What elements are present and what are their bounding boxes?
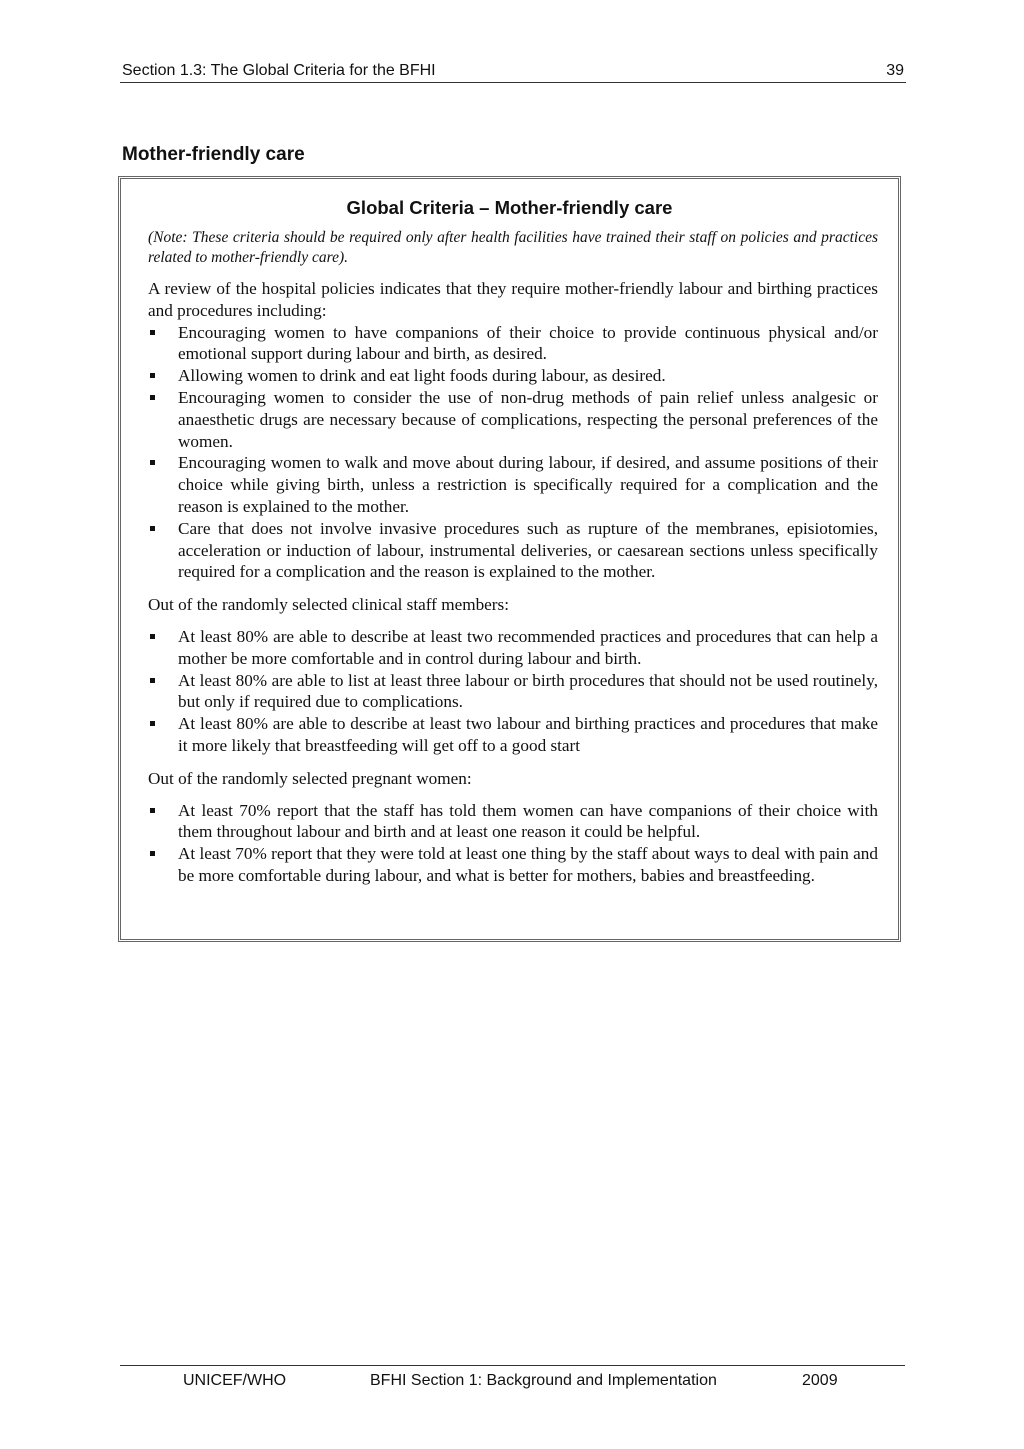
policy-intro: A review of the hospital policies indicates that they require mother-friendly labour and birthing practices and procedures including: bbox=[148, 279, 878, 320]
page-footer bbox=[120, 1365, 905, 1389]
bullet-icon bbox=[150, 721, 155, 726]
footer-doc-title: BFHI Section 1: Background and Implementation bbox=[370, 1372, 717, 1389]
box-body bbox=[148, 228, 878, 887]
women-intro: Out of the randomly selected pregnant women: bbox=[148, 768, 472, 788]
bullet-icon bbox=[150, 851, 155, 856]
box-title: Global Criteria – Mother-friendly care bbox=[346, 197, 673, 218]
list-item: At least 80% are able to describe at least two labour and birthing practices and procedures that make it more likely that breastfeeding will get off to a good start bbox=[148, 713, 878, 757]
list-item: Encouraging women to have companions of their choice to provide continuous physical and/or emotional support during labour and birth, as desired. bbox=[148, 322, 878, 366]
page-number: 39 bbox=[886, 62, 904, 79]
staff-list bbox=[148, 626, 878, 757]
bullet-icon bbox=[150, 634, 155, 639]
bullet-icon bbox=[150, 678, 155, 683]
list-item: At least 80% are able to describe at least two recommended practices and procedures that can help a mother be more comfortable and in control during labour and birth. bbox=[148, 626, 878, 670]
list-item: At least 70% report that they were told at least one thing by the staff about ways to deal with pain and be more comfortable during labour, and what is better for mothers, babies and breastfeeding. bbox=[148, 843, 878, 887]
policy-list bbox=[148, 322, 878, 584]
list-item: At least 80% are able to list at least three labour or birth procedures that should not be used routinely, but only if required due to complications. bbox=[148, 670, 878, 714]
list-item: Allowing women to drink and eat light foods during labour, as desired. bbox=[148, 365, 878, 387]
bullet-icon bbox=[150, 460, 155, 465]
page-header bbox=[120, 60, 906, 83]
note-text: (Note: These criteria should be required only after health facilities have trained their staff on policies and practices related to mother-friendly care). bbox=[148, 229, 878, 266]
list-item: Care that does not involve invasive procedures such as rupture of the membranes, episiotomies, acceleration or induction of labour, instrumental deliveries, or caesarean sections unless specifically required for a complication and the reason is explained to the mother. bbox=[148, 518, 878, 583]
list-item: Encouraging women to walk and move about during labour, if desired, and assume positions of their choice while giving birth, unless a restriction is specifically required for a complication and the reason is explained to the mother. bbox=[148, 452, 878, 517]
staff-intro: Out of the randomly selected clinical staff members: bbox=[148, 595, 509, 615]
list-item: Encouraging women to consider the use of non-drug methods of pain relief unless analgesic or anaesthetic drugs are necessary because of complications, respecting the personal preferences of the women. bbox=[148, 387, 878, 452]
footer-year: 2009 bbox=[802, 1372, 838, 1389]
bullet-icon bbox=[150, 808, 155, 813]
section-heading: Mother-friendly care bbox=[122, 144, 305, 165]
criteria-box bbox=[118, 176, 901, 942]
bullet-icon bbox=[150, 330, 155, 335]
women-list bbox=[148, 800, 878, 887]
section-title: Section 1.3: The Global Criteria for the BFHI bbox=[122, 62, 436, 79]
list-item: At least 70% report that the staff has told them women can have companions of their choice with them throughout labour and birth and at least one reason it could be helpful. bbox=[148, 800, 878, 844]
bullet-icon bbox=[150, 395, 155, 400]
bullet-icon bbox=[150, 373, 155, 378]
bullet-icon bbox=[150, 526, 155, 531]
footer-org: UNICEF/WHO bbox=[183, 1372, 287, 1389]
